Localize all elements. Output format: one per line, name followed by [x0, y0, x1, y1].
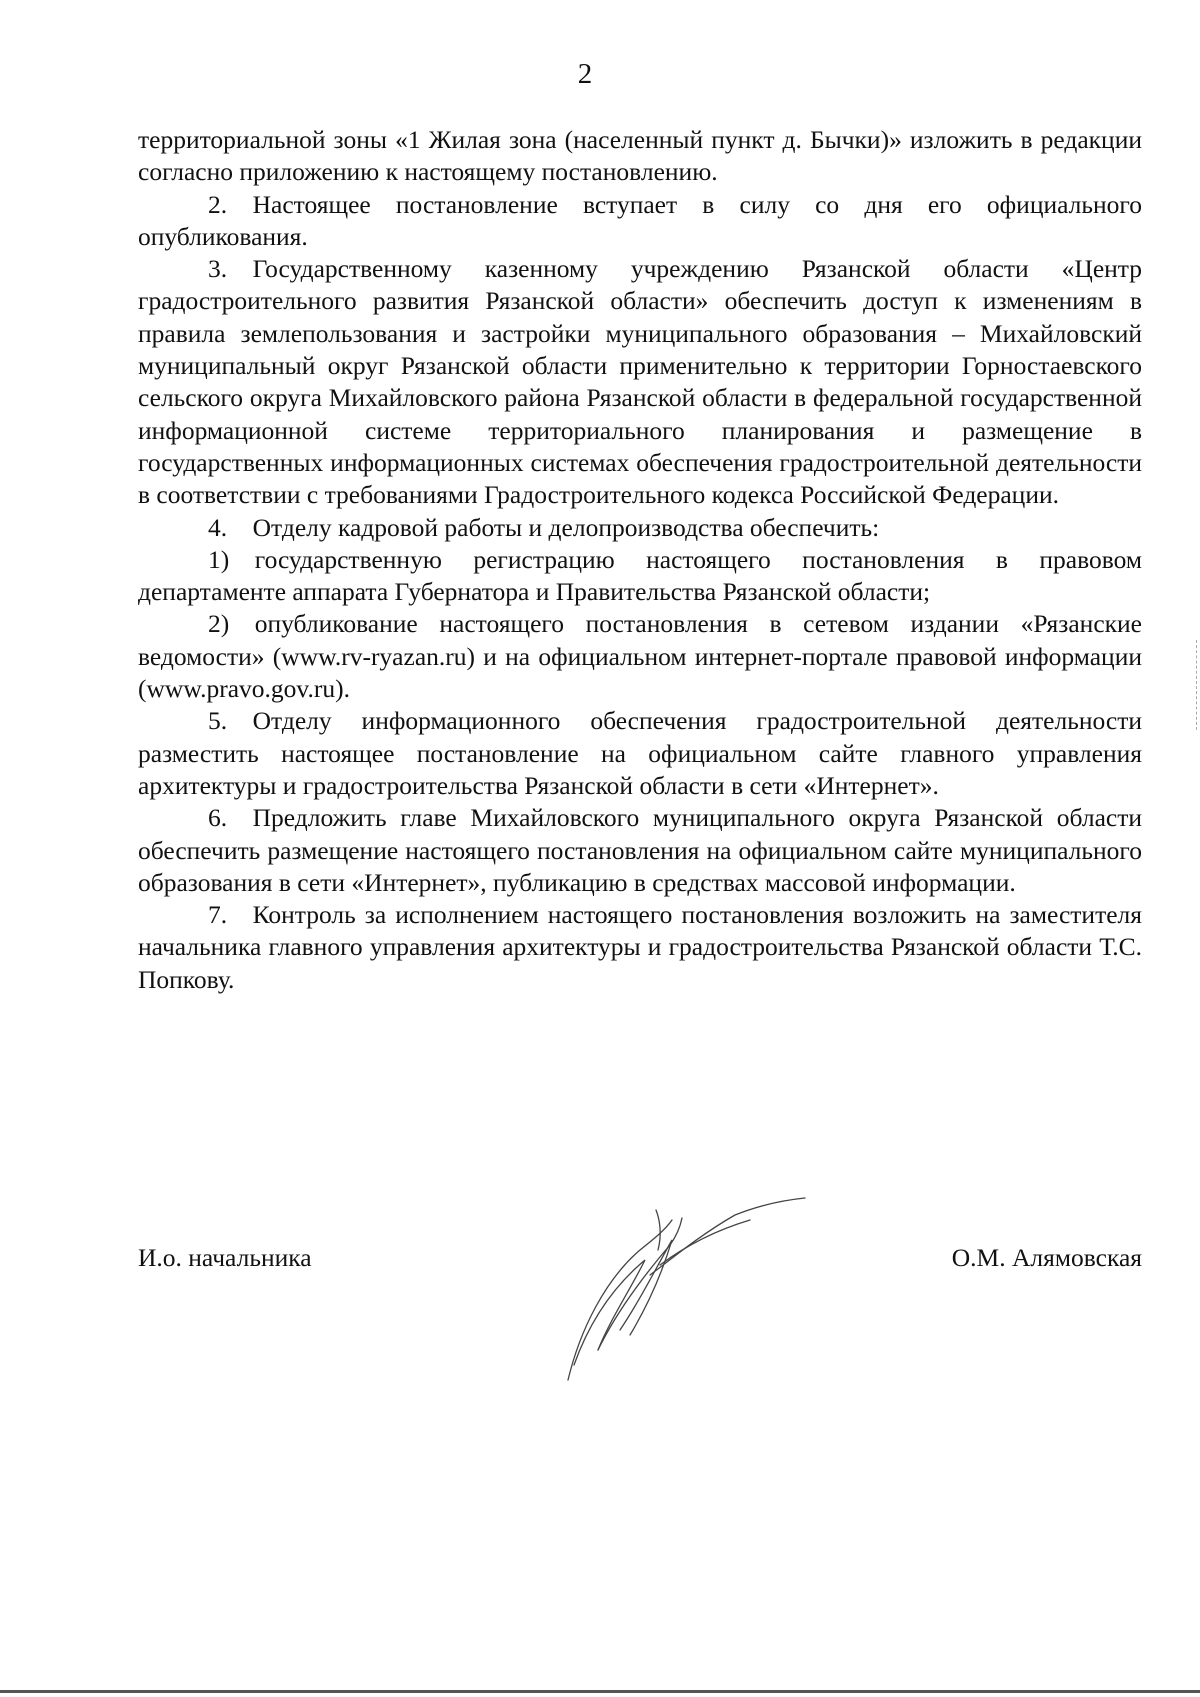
signatory-title: И.о. начальника	[138, 1243, 312, 1272]
page-number: 2	[577, 58, 593, 90]
paragraph-2: 2. Настоящее постановление вступает в силу со дня его официального опубликования.	[138, 189, 1142, 251]
paragraph-1-continuation: территориальной зоны «1 Жилая зона (населенный пункт д. Бычки)» изложить в редакции согласно приложению к настоящему постановлению.	[138, 125, 1142, 187]
scan-mark-right	[1196, 640, 1198, 730]
signatory-name: О.М. Алямовская	[951, 1243, 1142, 1272]
paragraph-6: 6. Предложить главе Михайловского муниципального округа Рязанской области обеспечить размещение настоящего постановления на официальном сайте муниципального образования в сети «Интернет», публикацию в средствах массовой информации.	[138, 803, 1142, 897]
paragraph-5: 5. Отделу информационного обеспечения градостроительной деятельности разместить настоящее постановление на официальном сайте главного управления архитектуры и градостроительства Рязанской области в сети «Интернет».	[138, 706, 1142, 800]
paragraph-4-1: 1) государственную регистрацию настоящего постановления в правовом департаменте аппарата Губернатора и Правительства Рязанской области;	[138, 544, 1142, 607]
document-body	[138, 124, 1142, 996]
paragraph-4-2: 2) опубликование настоящего постановления в сетевом издании «Рязанские ведомости» (www.rv-ryazan.ru) и на официальном интернет-портале правовой информации (www.pravo.gov.ru).	[138, 609, 1142, 704]
handwritten-signature	[560, 1190, 810, 1390]
paragraph-4: 4. Отделу кадровой работы и делопроизводства обеспечить:	[208, 512, 880, 542]
paragraph-3: 3. Государственному казенному учреждению Рязанской области «Центр градостроительного развития Рязанской области» обеспечить доступ к изменениям в правила землепользования и застройки муниципального образования – Михайловский муниципальный округ Рязанской области применительно к территории Горностаевского сельского округа Михайловского района Рязанской области в федеральной государственной информационной системе территориального планирования и размещение в государственных информационных системах обеспечения градостроительной деятельности в соответствии с требованиями Градостроительного кодекса Российской Федерации.	[138, 254, 1142, 510]
scan-edge-bottom	[0, 1690, 1200, 1693]
paragraph-7: 7. Контроль за исполнением настоящего постановления возложить на заместителя начальника главного управления архитектуры и градостроительства Рязанской области Т.С. Попкову.	[138, 900, 1142, 994]
